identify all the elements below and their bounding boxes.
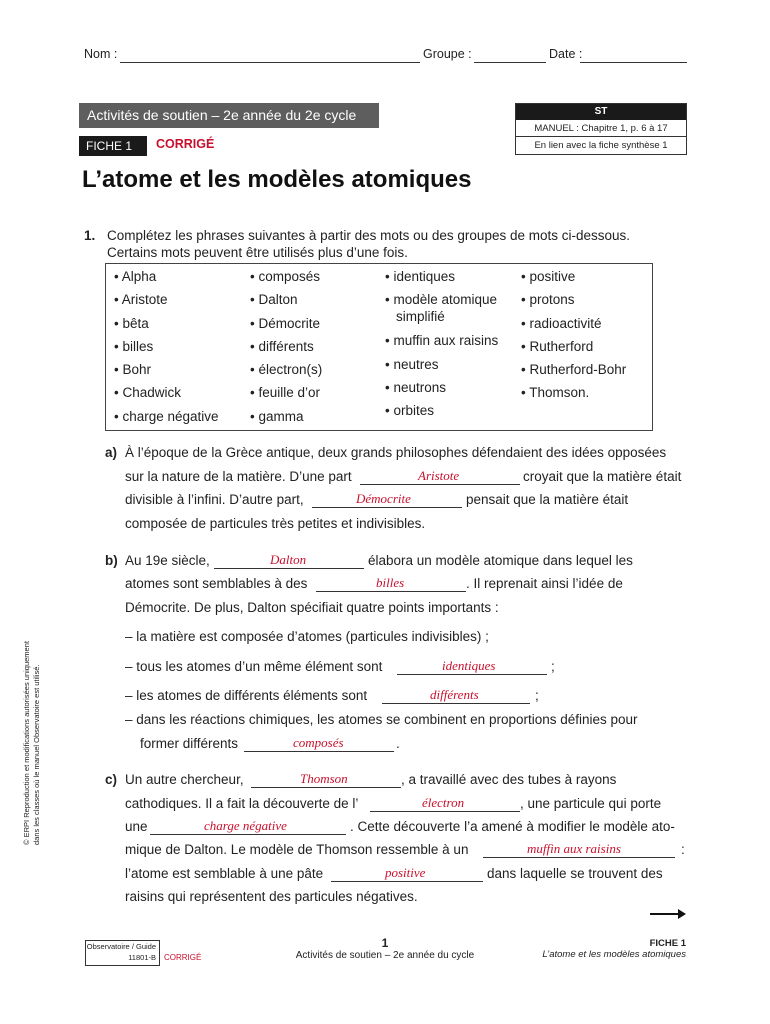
part-c-label: c)	[105, 772, 118, 787]
part-a-line-3a: divisible à l’infini. D’autre part,	[125, 492, 304, 507]
dalton-point-5a: former différents	[140, 736, 239, 751]
blank-b-3[interactable]	[397, 674, 547, 675]
dalton-point-3a: – les atomes de différents éléments sont	[125, 688, 368, 703]
dalton-point-2a: – tous les atomes d’un même élément sont	[125, 659, 383, 674]
groupe-field[interactable]	[474, 62, 546, 63]
word-item: • Dalton	[250, 292, 298, 308]
footer-fiche: FICHE 1	[649, 938, 686, 949]
footer-center	[285, 936, 485, 961]
date-label: Date :	[549, 47, 583, 61]
word-item: • Rutherford-Bohr	[521, 362, 627, 378]
word-item: • neutres	[385, 356, 439, 372]
word-bank-col-1	[114, 269, 219, 432]
word-item: • différents	[250, 338, 314, 354]
answer-b-3: identiques	[442, 658, 496, 673]
question-line-2: Certains mots peuvent être utilisés plus d’une fois.	[107, 245, 408, 260]
blank-a-1[interactable]	[360, 484, 520, 485]
word-item: • Démocrite	[250, 315, 320, 331]
part-a-line-1: À l’époque de la Grèce antique, deux grands philosophes défendaient des idées opposées	[125, 445, 667, 460]
guide-box	[85, 940, 160, 966]
part-c-line-5a: l’atome est semblable à une pâte	[125, 866, 324, 881]
part-a-line-4: composée de particules très petites et indivisibles.	[125, 516, 426, 531]
footer-center-text: Activités de soutien – 2e année du cycle	[295, 950, 475, 961]
word-item: • identiques	[385, 269, 456, 284]
word-item: simplifié	[396, 309, 445, 325]
nom-label: Nom :	[84, 47, 118, 61]
part-c-line-6: raisins qui représentent des particules négatives.	[125, 889, 418, 904]
part-b-label: b)	[105, 553, 118, 568]
page-title: L’atome et les modèles atomiques	[82, 166, 472, 193]
word-item: • bêta	[114, 315, 149, 331]
blank-b-2[interactable]	[316, 591, 466, 592]
blank-c-3[interactable]	[150, 834, 346, 835]
part-a-line-2b: croyait que la matière était	[523, 469, 682, 484]
activity-banner	[79, 103, 379, 128]
question-number: 1.	[84, 228, 96, 243]
part-c-line-3b: . Cette découverte l’a amené à modifier le modèle ato-	[350, 819, 675, 834]
word-item: • Alpha	[114, 269, 157, 284]
word-item: • muffin aux raisins	[385, 333, 499, 349]
copyright-notice	[22, 641, 42, 845]
answer-c-5: positive	[385, 865, 426, 880]
blank-c-5[interactable]	[331, 881, 483, 882]
answer-c-4: muffin aux raisins	[527, 841, 621, 856]
part-b-line-2b: . Il reprenait ainsi l’idée de	[466, 576, 623, 591]
word-item: • radioactivité	[521, 315, 602, 331]
banner-title: Activités de soutien – 2e année du 2e cycle	[87, 107, 357, 123]
fiche-badge	[79, 136, 147, 156]
reference-box	[515, 103, 687, 155]
blank-b-5[interactable]	[244, 751, 394, 752]
blank-b-1[interactable]	[214, 568, 364, 569]
page-number: 1	[381, 936, 389, 950]
guide-line-2: 11801-B	[128, 953, 156, 962]
word-item: • modèle atomique	[385, 292, 498, 308]
blank-b-4[interactable]	[382, 703, 530, 704]
part-a-line-3b: pensait que la matière était	[466, 492, 629, 507]
word-item: • feuille d’or	[250, 385, 321, 401]
word-item: • billes	[114, 338, 154, 354]
answer-a-1: Aristote	[418, 468, 460, 483]
blank-c-1[interactable]	[251, 787, 401, 788]
part-a-label: a)	[105, 445, 118, 460]
question-line-1: Complétez les phrases suivantes à partir des mots ou des groupes de mots ci-dessous.	[107, 228, 631, 243]
copyright-line-2: dans les classes où le manuel Observatoire est utilisé.	[32, 664, 41, 845]
blank-c-4[interactable]	[483, 857, 675, 858]
footer-right	[500, 938, 686, 960]
blank-a-2[interactable]	[312, 507, 462, 508]
part-c-line-2b: , une particule qui porte	[520, 796, 662, 811]
corrige-label: CORRIGÉ	[156, 137, 215, 151]
word-item: • Thomson.	[521, 385, 590, 401]
word-item: • neutrons	[385, 379, 447, 395]
part-c-line-1b: , a travaillé avec des tubes à rayons	[401, 772, 617, 787]
word-item: • électron(s)	[250, 362, 323, 378]
blank-c-2[interactable]	[370, 811, 520, 812]
word-item: • composés	[250, 269, 321, 284]
word-item: • charge négative	[114, 408, 219, 424]
word-item: • orbites	[385, 403, 434, 419]
word-item: • protons	[521, 292, 575, 308]
answer-c-2: électron	[422, 795, 465, 810]
word-item: • Bohr	[114, 362, 151, 378]
word-item: • gamma	[250, 408, 304, 424]
part-b-line-2a: atomes sont semblables à des	[125, 576, 308, 591]
next-page-arrow-icon[interactable]	[648, 907, 688, 921]
answer-a-2: Démocrite	[356, 491, 411, 506]
part-b-line-1a: Au 19e siècle,	[125, 553, 210, 568]
date-field[interactable]	[580, 62, 687, 63]
word-bank-col-4	[521, 269, 626, 409]
part-b-line-3: Démocrite. De plus, Dalton spécifiait quatre points importants :	[125, 600, 499, 615]
part-c-line-3a: une	[125, 819, 148, 834]
footer-corrige: CORRIGÉ	[164, 953, 202, 962]
answer-b-1: Dalton	[270, 552, 307, 567]
word-bank-col-2	[250, 269, 322, 432]
word-item: • Aristote	[114, 292, 168, 308]
word-item: • Rutherford	[521, 338, 594, 354]
word-bank-col-3	[385, 269, 498, 426]
dalton-point-4: – dans les réactions chimiques, les atomes se combinent en proportions définies pour	[125, 712, 638, 727]
fiche-label: FICHE 1	[86, 139, 133, 153]
dalton-point-5b: .	[396, 736, 400, 751]
copyright-line-1: © ERPI Reproduction et modifications autorisées uniquement	[22, 641, 31, 845]
dalton-point-3b: ;	[535, 688, 539, 703]
ref-lien: En lien avec la fiche synthèse 1	[534, 140, 668, 151]
answer-b-2: billes	[376, 575, 405, 590]
part-c-line-4a: mique de Dalton. Le modèle de Thomson ressemble à un	[125, 842, 469, 857]
part-b-line-1b: élabora un modèle atomique dans lequel les	[368, 553, 633, 568]
answer-c-3: charge négative	[204, 818, 287, 833]
part-c-line-5b: dans laquelle se trouvent des	[487, 866, 663, 881]
word-item: • positive	[521, 269, 576, 284]
nom-field[interactable]	[120, 62, 420, 63]
answer-c-1: Thomson	[300, 771, 348, 786]
part-a-line-2a: sur la nature de la matière. D’une part	[125, 469, 352, 484]
word-item: • Chadwick	[114, 385, 181, 401]
groupe-label: Groupe :	[423, 47, 472, 61]
part-c-line-2a: cathodiques. Il a fait la découverte de l’	[125, 796, 359, 811]
part-c-line-1a: Un autre chercheur,	[125, 772, 244, 787]
answer-b-5: composés	[293, 735, 344, 750]
answer-b-4: différents	[430, 687, 479, 702]
ref-manuel: MANUEL : Chapitre 1, p. 6 à 17	[516, 120, 686, 137]
footer-subtitle: L’atome et les modèles atomiques	[542, 949, 686, 960]
ref-st: ST	[516, 104, 686, 120]
dalton-point-1: – la matière est composée d’atomes (particules indivisibles) ;	[125, 629, 489, 644]
dalton-point-2b: ;	[551, 659, 555, 674]
guide-line-1: Observatoire / Guide	[86, 942, 156, 951]
part-c-line-4b: :	[681, 842, 685, 857]
